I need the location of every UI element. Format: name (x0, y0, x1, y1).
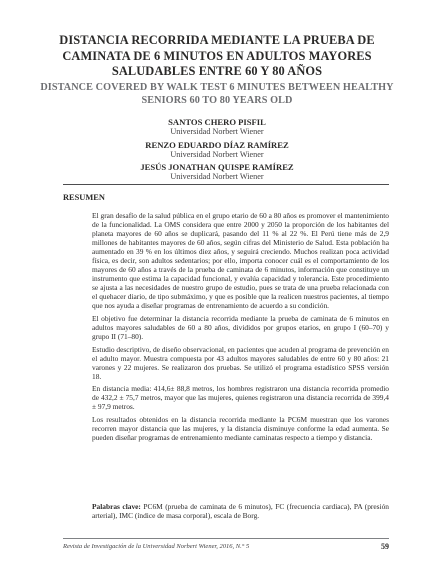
abstract-paragraph: El objetivo fue determinar la distancia recorrida mediante la prueba de caminata de 6 minutos en adultos mayores saludables de 60 a 80 años, divididos por grupos etarios, en grupo I (60–70) y grupo II (71–80). (92, 314, 389, 342)
author-affiliation: Universidad Norbert Wiener (170, 149, 264, 159)
abstract-paragraph: Estudio descriptivo, de diseño observacional, en pacientes que acuden al programa de prevención en el adulto mayor. Muestra compuesta por 43 adultos mayores saludables de entre 60 y 80 años: 21 varones y 22 mujeres. Se realizaron dos pruebas. Se utilizó el programa estadístico SPSS versión 18. (92, 344, 389, 381)
author-affiliation: Universidad Norbert Wiener (170, 127, 264, 136)
author-name: SANTOS CHERO PISFIL (168, 117, 266, 127)
abstract-heading: RESUMEN (63, 193, 105, 202)
author-affiliation: Universidad Norbert Wiener (170, 172, 264, 181)
section-divider (63, 184, 389, 185)
keywords (92, 502, 389, 520)
footer-divider (63, 538, 389, 539)
abstract-paragraph: En distancia media: 414,6± 88,8 metros, los hombres registraron una distancia recorrida promedio de 432,2 ± 75,7 metros, mayor que las mujeres, quienes registraron una distancia recorrida de 399,4 ± 97,9 metros. (92, 384, 389, 412)
footer-journal: Revista de Investigación de la Universidad Norbert Wiener, 2016, N.° 5 (63, 543, 250, 550)
author-block (100, 162, 334, 182)
keywords-label: Palabras clave: (92, 502, 141, 511)
author-list (100, 117, 334, 185)
page-number: 59 (381, 542, 389, 551)
abstract-body (92, 211, 389, 446)
author-block (100, 140, 334, 160)
abstract-paragraph: Los resultados obtenidos en la distancia recorrida mediante la PC6M muestran que los varones recorren mayor distancia que las mujeres, y la distancia disminuye conforme la edad aumenta. Se pueden diseñar programas de entrenamiento mediante caminatas respecto a tiempo y distancia. (92, 414, 389, 443)
abstract-paragraph: El gran desafío de la salud pública en el grupo etario de 60 a 80 años es promover el mantenimiento de la funcionalidad. La OMS considera que entre 2000 y 2050 la proporción de los habitantes del planeta mayores de 60 años se duplicará, pasando del 11 % al 22 %. El Perú tiene más de 2,9 millones de habitantes mayores de 60 años, según cifras del Ministerio de Salud. Esta población ha aumentado en 39 % en los últimos diez años, y seguirá creciendo. Muchos realizan poca actividad física, es decir, son adultos sedentarios; por ello, importa conocer cuál es el comportamiento de los mayores de 60 años a través de la prueba de caminata de 6 minutos, información que constituye un instrumento que estima la capacidad funcional, y evalúa capacidad y tolerancia. Este procedimiento se ajusta a las necesidades de nuestro grupo de estudio, pues se trata de una prueba relacionada con el quehacer diario, de tipo submáximo, y que es posible que la realicen nuestros pacientes, al tiempo que nos ayuda a diseñar programas de entrenamiento de acuerdo a su condición. (92, 211, 389, 311)
title-spanish: DISTANCIA RECORRIDA MEDIANTE LA PRUEBA DE CAMINATA DE 6 MINUTOS EN ADULTOS MAYORES SALUDABLES ENTRE 60 Y 80 AÑOS (59, 33, 375, 78)
author-block (100, 117, 334, 137)
author-name: RENZO EDUARDO DÍAZ RAMÍREZ (145, 139, 289, 150)
author-name: JESÚS JONATHAN QUISPE RAMÍREZ (140, 162, 294, 172)
title-english: DISTANCE COVERED BY WALK TEST 6 MINUTES BETWEEN HEALTHY SENIORS 60 TO 80 YEARS OLD (40, 82, 394, 106)
keywords-text: PC6M (prueba de caminata de 6 minutos), FC (frecuencia cardiaca), PA (presión arterial), IMC (índice de masa corporal), escala de Borg. (92, 502, 389, 521)
